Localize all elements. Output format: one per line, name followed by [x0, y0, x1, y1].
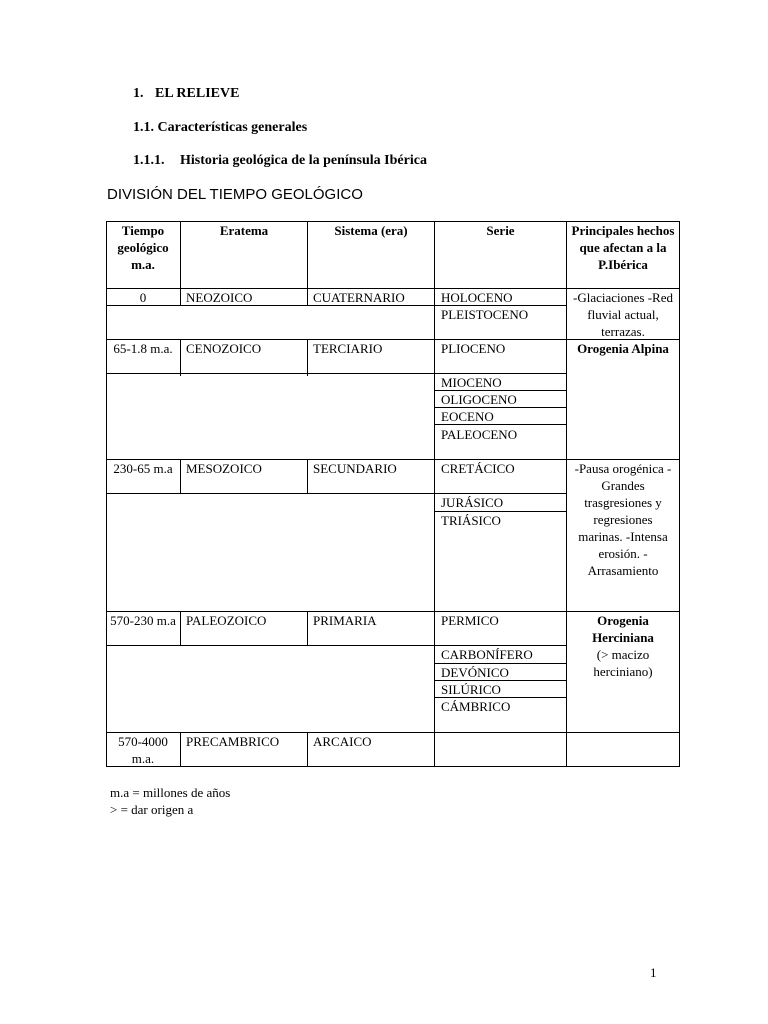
- heading-1-text: EL RELIEVE: [155, 86, 240, 101]
- table-border-right: [679, 221, 680, 767]
- cell-tiempo: 570-4000 m.a.: [118, 734, 168, 766]
- row-line: [307, 373, 566, 374]
- cell-serie: DEVÓNICO: [441, 665, 509, 680]
- cell-sistema: PRIMARIA: [313, 613, 377, 628]
- page-number: 1: [650, 965, 657, 980]
- cell-hechos: [572, 612, 674, 680]
- header-sistema: Sistema (era): [334, 223, 408, 238]
- col-line: [180, 288, 181, 305]
- cell-serie: HOLOCENO: [441, 290, 513, 305]
- table-title: DIVISIÓN DEL TIEMPO GEOLÓGICO: [107, 186, 363, 203]
- col-line: [307, 611, 308, 646]
- row-line: [106, 373, 307, 374]
- cell-sistema: SECUNDARIO: [313, 461, 397, 476]
- cell-serie: PALEOCENO: [441, 427, 518, 442]
- col-line: [180, 339, 181, 376]
- header-hechos: Principales hechos que afectan a la P.Ibérica: [571, 223, 675, 272]
- cell-serie: PERMICO: [441, 613, 499, 628]
- col-line: [307, 339, 308, 376]
- cell-serie: CARBONÍFERO: [441, 647, 533, 662]
- heading-3: [133, 153, 427, 169]
- heading-1: [133, 86, 239, 102]
- col-line: [307, 459, 308, 494]
- cell-tiempo: 230-65 m.a: [113, 461, 173, 476]
- col-line: [180, 611, 181, 646]
- cell-sistema: ARCAICO: [313, 734, 372, 749]
- cell-eratema: PALEOZOICO: [186, 613, 267, 628]
- table-border-bottom: [106, 766, 680, 767]
- col-line: [307, 288, 308, 305]
- col-line: [180, 732, 181, 767]
- cell-hechos: Orogenia Alpina: [577, 341, 669, 356]
- cell-tiempo: 570-230 m.a: [110, 613, 176, 628]
- geologic-time-table: [106, 221, 680, 767]
- cell-tiempo: 65-1.8 m.a.: [113, 341, 173, 356]
- col-line: [434, 221, 435, 767]
- header-tiempo: Tiempo geológico m.a.: [117, 223, 169, 272]
- cell-hechos: -Pausa orogénica -Grandes trasgresiones y regresiones marinas. -Intensa erosión. -Arrasamiento: [574, 461, 672, 578]
- cell-serie: MIOCENO: [441, 375, 502, 390]
- col-line: [180, 459, 181, 494]
- header-eratema: Eratema: [219, 223, 269, 238]
- cell-serie: CRETÁCICO: [441, 461, 515, 476]
- heading-1-number: 1.: [133, 86, 144, 101]
- cell-eratema: MESOZOICO: [186, 461, 262, 476]
- cell-hechos-note: (> macizo herciniano): [593, 647, 653, 679]
- cell-eratema: NEOZOICO: [186, 290, 253, 305]
- cell-serie: EOCENO: [441, 409, 494, 424]
- cell-eratema: PRECAMBRICO: [186, 734, 280, 749]
- cell-hechos-title: Orogenia Herciniana: [592, 613, 654, 645]
- cell-serie: SILÚRICO: [441, 682, 501, 697]
- cell-sistema: CUATERNARIO: [313, 290, 405, 305]
- cell-serie: PLEISTOCENO: [441, 307, 529, 322]
- cell-serie: JURÁSICO: [441, 495, 504, 510]
- note-ma: m.a = millones de años: [110, 785, 231, 800]
- cell-serie: TRIÁSICO: [441, 513, 501, 528]
- note-symbol: > = dar origen a: [110, 802, 194, 817]
- heading-2: 1.1. Características generales: [133, 120, 308, 135]
- header-serie: Serie: [486, 223, 515, 238]
- cell-serie: PLIOCENO: [441, 341, 506, 356]
- cell-serie: CÁMBRICO: [441, 699, 511, 714]
- cell-tiempo: 0: [139, 290, 147, 305]
- cell-eratema: CENOZOICO: [186, 341, 262, 356]
- heading-3-number: 1.1.1.: [133, 153, 165, 168]
- cell-serie: OLIGOCENO: [441, 392, 517, 407]
- cell-sistema: TERCIARIO: [313, 341, 383, 356]
- heading-3-text: Historia geológica de la península Ibérica: [180, 153, 427, 168]
- cell-hechos: -Glaciaciones -Red fluvial actual, terrazas.: [573, 290, 673, 339]
- col-line: [307, 732, 308, 767]
